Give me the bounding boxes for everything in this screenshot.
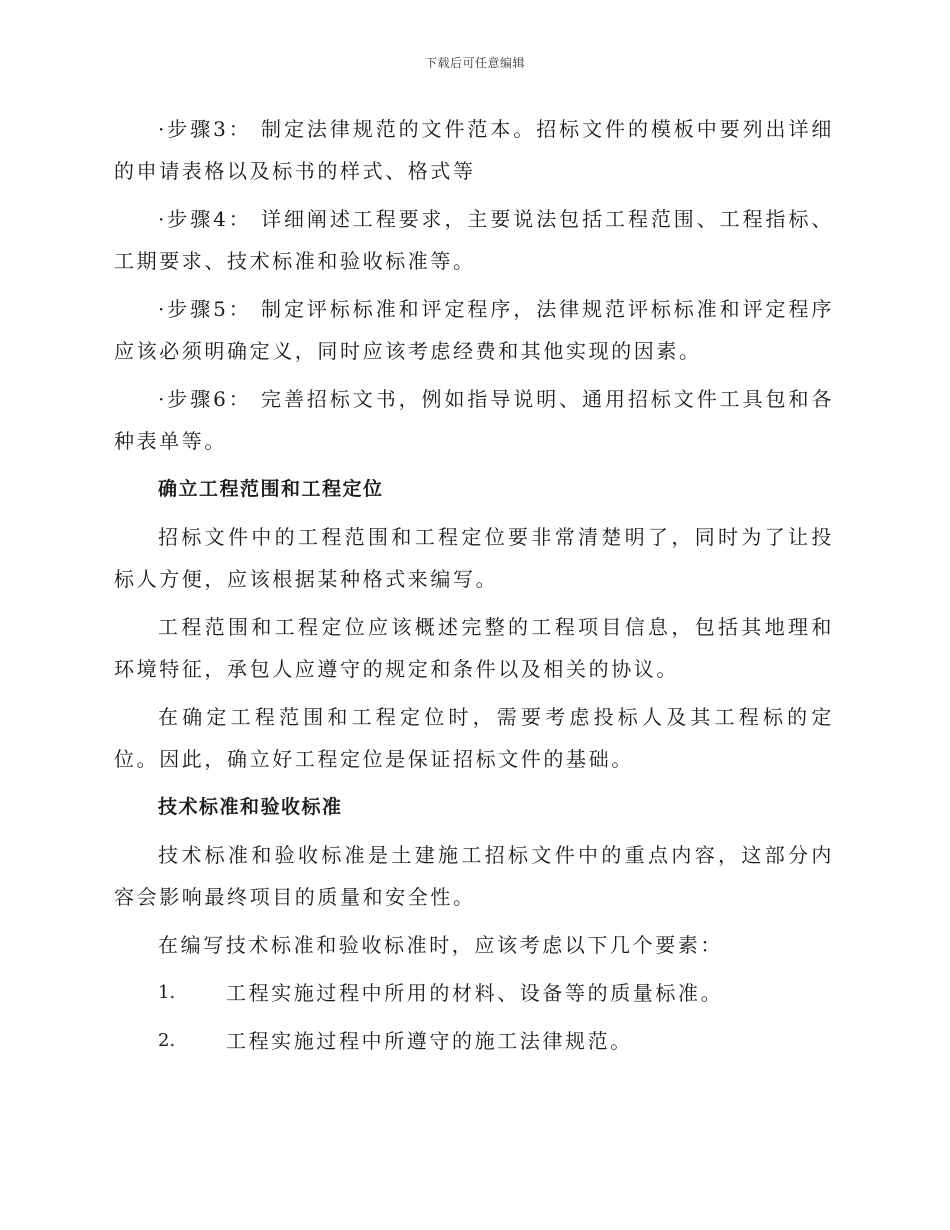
list-item xyxy=(114,1020,834,1062)
list-item-text: 工程实施过程中所遵守的施工法律规范。 xyxy=(226,1029,633,1053)
list-item-number: 2. xyxy=(158,1030,176,1051)
document-body xyxy=(114,108,834,1068)
scope-paragraph: 在确定工程范围和工程定位时，需要考虑投标人及其工程标的定位。因此，确立好工程定位是保证招标文件的基础。 xyxy=(114,705,834,771)
list-item-number: 1. xyxy=(158,982,176,1003)
standards-paragraph: 在编写技术标准和验收标准时，应该考虑以下几个要素： xyxy=(158,933,723,957)
standards-paragraph: 技术标准和验收标准是土建施工招标文件中的重点内容，这部分内容会影响最终项目的质量和安全性。 xyxy=(114,843,834,909)
list-item-text: 工程实施过程中所用的材料、设备等的质量标准。 xyxy=(226,981,724,1005)
list-item xyxy=(114,972,834,1014)
section-heading-scope: 确立工程范围和工程定位 xyxy=(158,478,384,500)
scope-paragraph: 工程范围和工程定位应该概述完整的工程项目信息，包括其地理和环境特征，承包人应遵守的规定和条件以及相关的协议。 xyxy=(114,615,834,681)
step-6-paragraph: ·步骤6： 完善招标文书，例如指导说明、通用招标文件工具包和各种表单等。 xyxy=(114,387,834,453)
step-4-paragraph: ·步骤4： 详细阐述工程要求，主要说法包括工程范围、工程指标、工期要求、技术标准和验收标准等。 xyxy=(114,207,834,273)
step-3-paragraph: ·步骤3： 制定法律规范的文件范本。招标文件的模板中要列出详细的申请表格以及标书的样式、格式等 xyxy=(114,117,834,183)
section-heading-standards: 技术标准和验收标准 xyxy=(158,796,343,818)
page-header: 下载后可任意编辑 xyxy=(424,56,525,70)
scope-paragraph: 招标文件中的工程范围和工程定位要非常清楚明了，同时为了让投标人方便，应该根据某种格式来编写。 xyxy=(114,525,834,591)
step-5-paragraph: ·步骤5： 制定评标标准和评定程序，法律规范评标标准和评定程序应该必须明确定义，同时应该考虑经费和其他实现的因素。 xyxy=(114,297,834,363)
